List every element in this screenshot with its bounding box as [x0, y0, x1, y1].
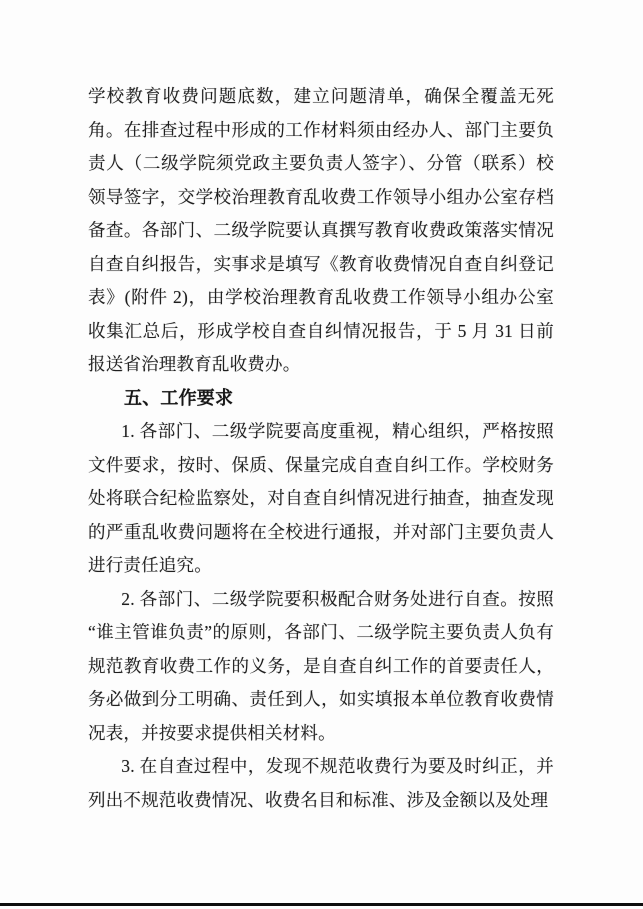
requirement-item-2: 2. 各部门、二级学院要积极配合财务处进行自查。按照“谁主管谁负责”的原则，各部门、二级学院主要负责人负有规范教育收费工作的义务，是自查自纠工作的首要责任人，务必做到分工明确、责任到人，如实填报本单位教育收费情况表，并按要求提供相关材料。 — [88, 588, 554, 743]
paragraph-selfcheck-materials: 学校教育收费问题底数，建立问题清单，确保全覆盖无死角。在排查过程中形成的工作材料须由经办人、部门主要负责人（二级学院须党政主要负责人签字）、分管（联系）校领导签字，交学校治理教育乱收费工作领导小组办公室存档备查。各部门、二级学院要认真撰写教育收费政策落实情况自查自纠报告，实事求是填写《教育收费情况自查自纠登记表》(附件 2)，由学校治理教育乱收费工作领导小组办公室收集汇总后，形成学校自查自纠情况报告，于 5 月 31 日前报送省治理教育乱收费办。 — [88, 86, 554, 374]
requirement-item-1: 1. 各部门、二级学院要高度重视，精心组织，严格按照文件要求，按时、保质、保量完成自查自纠工作。学校财务处将联合纪检监察处，对自查自纠情况进行抽查，抽查发现的严重乱收费问题将在全校进行通报，并对部门主要负责人进行责任追究。 — [88, 421, 554, 575]
document-text-column — [88, 80, 554, 817]
section-heading-work-requirements: 五、工作要求 — [124, 387, 234, 408]
scan-bottom-edge-line — [0, 903, 643, 907]
requirement-item-3: 3. 在自查过程中，发现不规范收费行为要及时纠正，并列出不规范收费情况、收费名目和标准、涉及金额以及处理 — [88, 756, 554, 810]
